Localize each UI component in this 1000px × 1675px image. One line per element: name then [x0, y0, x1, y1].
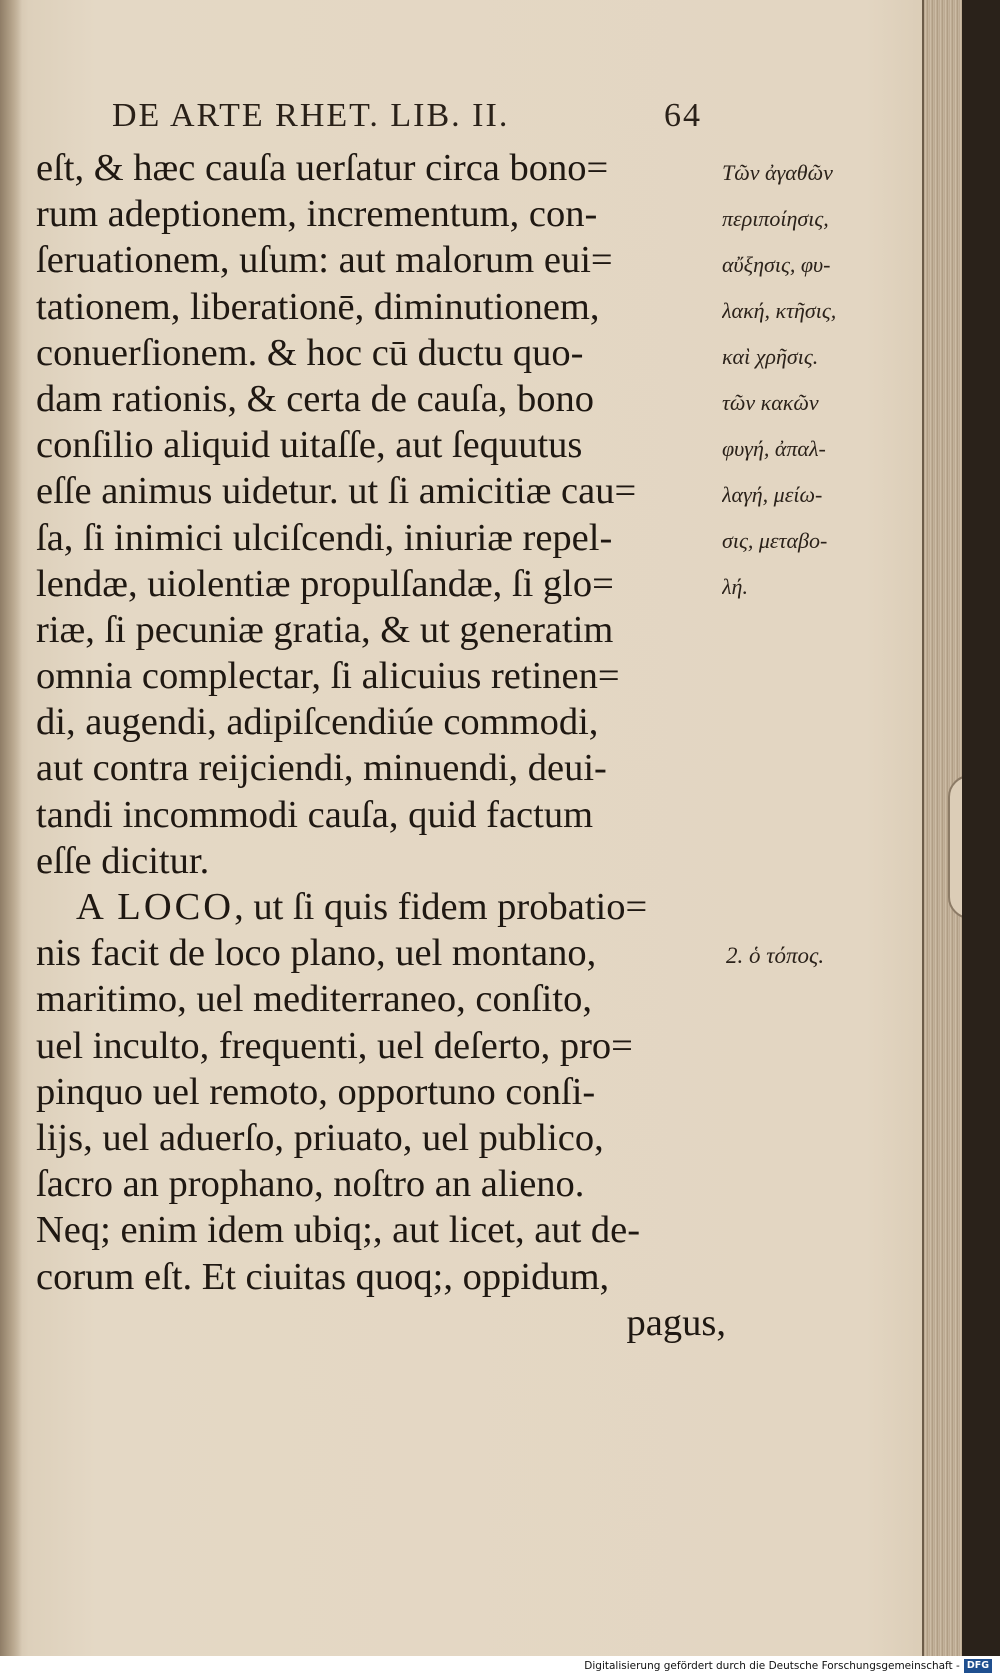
digitization-footer — [0, 1656, 1000, 1675]
text-line: conuerſionem. & hoc cū ductu quo- — [36, 331, 584, 374]
text-line: pinquo uel remoto, opportuno conſi- — [36, 1070, 596, 1113]
text-line: riæ, ſi pecuniæ gratia, & ut generatim — [36, 608, 614, 651]
text-line: di, augendi, adipiſcendiúe commodi, — [36, 701, 599, 744]
text-line: eſt, & hæc cauſa uerſatur circa bono= — [36, 147, 609, 189]
dfg-logo: DFG — [964, 1659, 992, 1673]
text-line: ſeruationem, uſum: aut malorum eui= — [36, 239, 613, 282]
catchword: pagus, — [626, 1301, 726, 1344]
text-line: maritimo, uel mediterraneo, conſito, — [36, 978, 592, 1021]
text-line: lijs, uel aduerſo, priuato, uel publico, — [36, 1116, 604, 1159]
marginal-line: Τῶν ἀγαθῶν — [722, 160, 833, 185]
section-first-line — [36, 884, 726, 930]
marginal-note-topos: 2. ὁ τόπος. — [726, 943, 825, 968]
marginal-line: περιποίησις, — [722, 206, 829, 231]
text-line: corum eſt. Et ciuitas quoq;, oppidum, — [36, 1255, 610, 1298]
section-first-line-text: , ut ſi quis fidem probatio= — [234, 886, 648, 928]
marginal-line: αὔξησις, φυ- — [722, 252, 831, 277]
text-line: eſſe dicitur. — [36, 839, 210, 882]
text-line: uel inculto, frequenti, uel deſerto, pro= — [36, 1024, 633, 1067]
page-clip-tab — [948, 775, 962, 919]
text-line: ſa, ſi inimici ulciſcendi, iniuriæ repel- — [36, 516, 613, 559]
text-line: conſilio aliquid uitaſſe, aut ſequutus — [36, 424, 583, 467]
running-header — [112, 93, 702, 138]
footer-credit: Digitalisierung gefördert durch die Deutsche Forschungsgemeinschaft - — [584, 1659, 960, 1672]
marginal-line: λακή, κτῆσις, — [722, 298, 837, 323]
marginal-line: καὶ χρῆσις. — [722, 344, 819, 369]
text-line: aut contra reijciendi, minuendi, deui- — [36, 747, 607, 790]
text-line: Neq; enim idem ubiq;, aut licet, aut de- — [36, 1209, 641, 1252]
text-line: lendæ, uiolentiæ propulſandæ, ſi glo= — [36, 562, 614, 605]
marginal-note-greek — [722, 150, 900, 610]
marginal-line: λαγή, μείω- — [722, 482, 823, 507]
text-line: nis facit de loco plano, uel montano, — [36, 932, 597, 975]
text-line: dam rationis, & certa de cauſa, bono — [36, 377, 595, 420]
text-line: omnia complectar, ſi alicuius retinen= — [36, 655, 620, 698]
text-line: tandi incommodi cauſa, quid factum — [36, 793, 594, 836]
marginal-line: τῶν κακῶν — [722, 390, 819, 415]
gutter-shadow — [0, 0, 22, 1656]
text-line: ſacro an prophano, noſtro an alieno. — [36, 1163, 585, 1206]
marginal-line: σις, μεταβο- — [722, 528, 828, 553]
text-line: eſſe animus uidetur. ut ſi amicitiæ cau= — [36, 470, 637, 513]
text-line: rum adeptionem, incrementum, con- — [36, 193, 598, 236]
folio-number: 64 — [664, 96, 702, 134]
marginal-line: φυγή, ἀπαλ- — [722, 436, 826, 461]
running-title: DE ARTE RHET. LIB. II. — [112, 96, 510, 134]
section-heading: A LOCO — [76, 886, 235, 928]
marginal-line: λή. — [722, 574, 748, 599]
main-text-block — [36, 145, 726, 1346]
text-line: tationem, liberationē, diminutionem, — [36, 285, 600, 328]
